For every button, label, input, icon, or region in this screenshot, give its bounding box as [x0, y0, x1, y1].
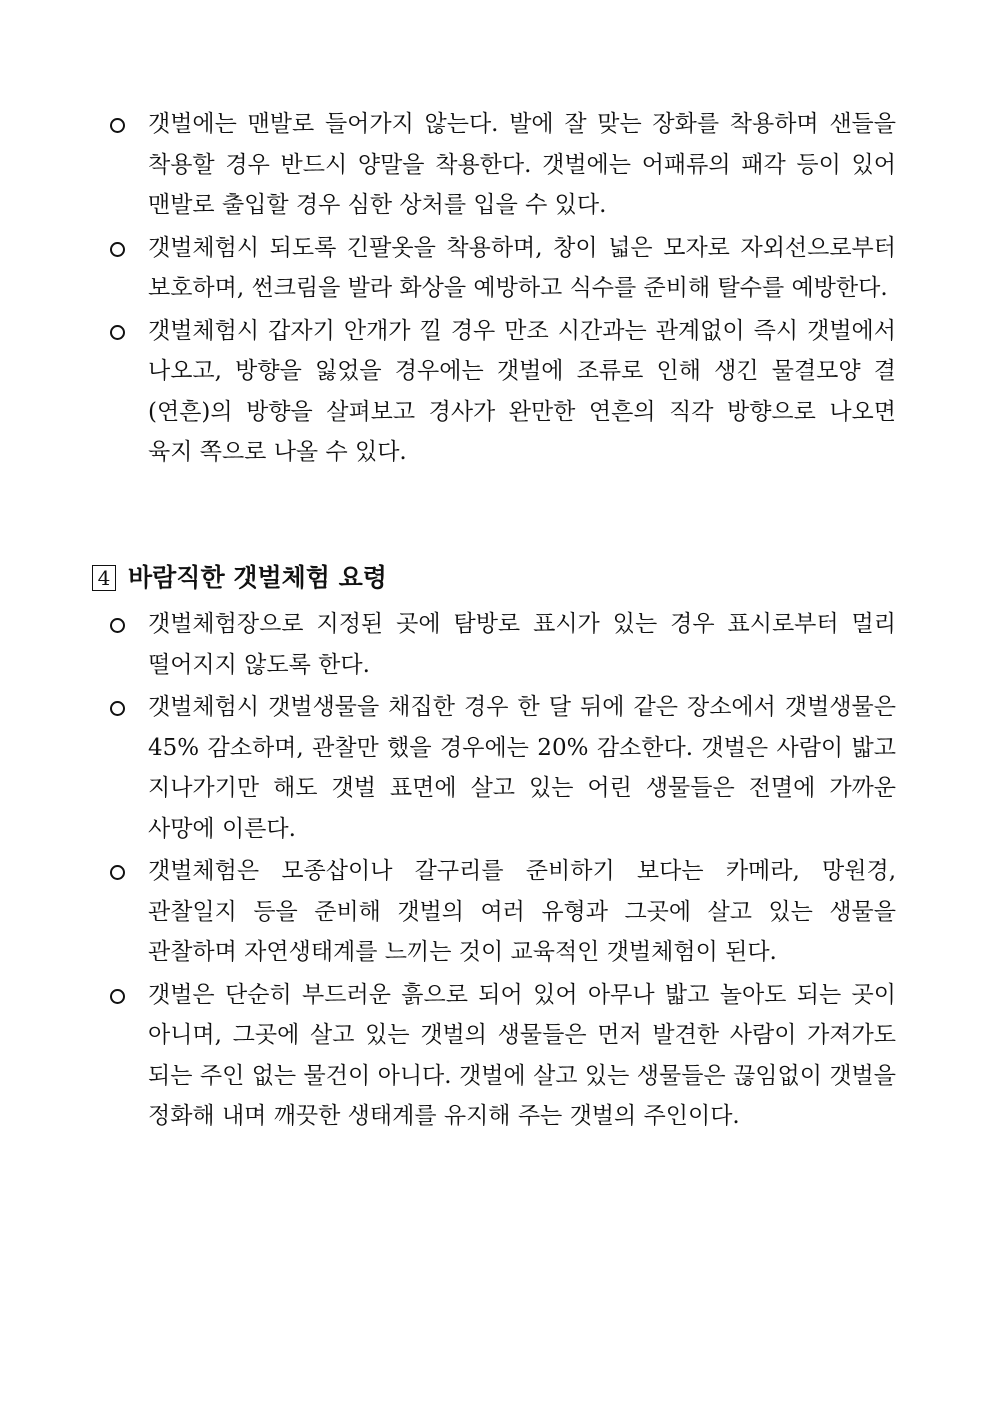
- section-title: 바람직한 갯벌체험 요령: [128, 563, 387, 592]
- list-item: [108, 851, 896, 973]
- list-item: [108, 687, 896, 849]
- section-heading: [92, 560, 387, 596]
- list-item-text: 갯벌은 단순히 부드러운 흙으로 되어 있어 아무나 밟고 놀아도 되는 곳이 아니며, 그곳에 살고 있는 갯벌의 생물들은 먼저 발견한 사람이 가져가도 되는 주인 없는 물건이 아니다. 갯벌에 살고 있는 생물들은 끊임없이 갯벌을 정화해 내며 깨끗한 생태계를 유지해 주는 갯벌의 주인이다.: [148, 981, 896, 1129]
- circle-bullet-icon: [110, 118, 125, 133]
- list-item-text: 갯벌체험시 갯벌생물을 채집한 경우 한 달 뒤에 같은 장소에서 갯벌생물은 45% 감소하며, 관찰만 했을 경우에는 20% 감소한다. 갯벌은 사람이 밟고 지나가기만 해도 갯벌 표면에 살고 있는 어린 생물들은 전멸에 가까운 사망에 이른다.: [148, 694, 896, 842]
- list-item-text: 갯벌체험장으로 지정된 곳에 탐방로 표시가 있는 경우 표시로부터 멀리 떨어지지 않도록 한다.: [148, 611, 896, 678]
- circle-bullet-icon: [110, 325, 125, 340]
- circle-bullet-icon: [110, 989, 125, 1004]
- list-item: [108, 311, 896, 473]
- list-item: [108, 604, 896, 685]
- safety-bullet-list: [108, 104, 896, 475]
- circle-bullet-icon: [110, 701, 125, 716]
- list-item: [108, 975, 896, 1137]
- section-number-box: 4: [92, 565, 116, 591]
- circle-bullet-icon: [110, 242, 125, 257]
- list-item: [108, 104, 896, 226]
- list-item-text: 갯벌에는 맨발로 들어가지 않는다. 발에 잘 맞는 장화를 착용하며 샌들을 착용할 경우 반드시 양말을 착용한다. 갯벌에는 어패류의 패각 등이 있어 맨발로 출입할 경우 심한 상처를 입을 수 있다.: [148, 111, 896, 218]
- list-item-text: 갯벌체험은 모종삽이나 갈구리를 준비하기 보다는 카메라, 망원경, 관찰일지 등을 준비해 갯벌의 여러 유형과 그곳에 살고 있는 생물을 관찰하며 자연생태계를 느끼는 것이 교육적인 갯벌체험이 된다.: [148, 858, 896, 965]
- list-item-text: 갯벌체험시 되도록 긴팔옷을 착용하며, 창이 넓은 모자로 자외선으로부터 보호하며, 썬크림을 발라 화상을 예방하고 식수를 준비해 탈수를 예방한다.: [148, 234, 896, 301]
- circle-bullet-icon: [110, 618, 125, 633]
- circle-bullet-icon: [110, 865, 125, 880]
- list-item-text: 갯벌체험시 갑자기 안개가 낄 경우 만조 시간과는 관계없이 즉시 갯벌에서 나오고, 방향을 잃었을 경우에는 갯벌에 조류로 인해 생긴 물결모양 결(연흔)의 방향을 살펴보고 경사가 완만한 연흔의 직각 방향으로 나오면 육지 쪽으로 나올 수 있다.: [148, 317, 896, 465]
- guideline-bullet-list: [108, 604, 896, 1139]
- list-item: [108, 228, 896, 309]
